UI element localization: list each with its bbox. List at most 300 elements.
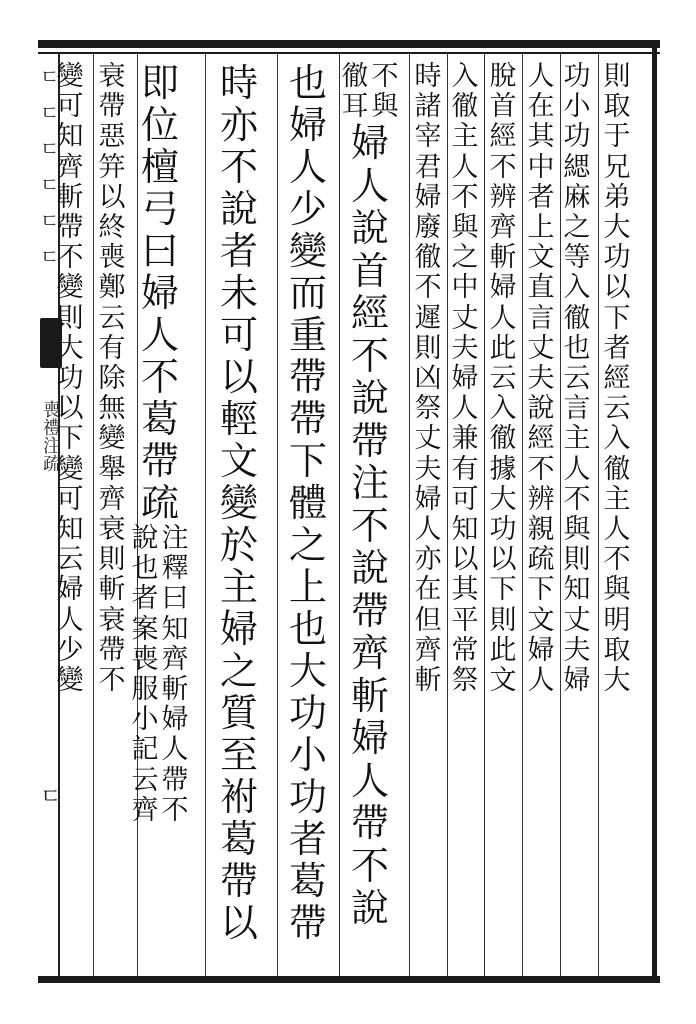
glyph: 以 [56, 393, 84, 425]
glyph: 帶 [288, 355, 327, 399]
glyph: 辨 [527, 483, 555, 515]
column-divider [484, 54, 485, 976]
glyph: 之 [219, 649, 258, 693]
margin-fragment: ㄷ [40, 209, 60, 233]
glyph: 帶 [350, 801, 389, 846]
glyph: 婦 [219, 607, 258, 651]
glyph: 丈 [527, 332, 555, 364]
glyph: 變 [56, 665, 84, 697]
glyph: 與 [371, 91, 399, 123]
glyph: 云 [98, 302, 126, 334]
glyph: 有 [98, 332, 126, 364]
glyph: 帶 [161, 764, 189, 796]
glyph: 斬 [56, 181, 84, 213]
glyph: 人 [451, 393, 479, 425]
glyph: 斬 [414, 665, 442, 697]
glyph: 經 [489, 121, 517, 153]
glyph: 君 [414, 151, 442, 183]
glyph: 說 [219, 187, 258, 231]
glyph: 也 [288, 61, 327, 105]
glyph: 注 [161, 523, 189, 554]
glyph: 人 [603, 514, 631, 546]
glyph: 者 [603, 332, 631, 364]
glyph: 齊 [414, 634, 442, 666]
glyph: 大 [603, 212, 631, 244]
glyph: 齊 [98, 483, 126, 515]
margin-fragment: ㄷ [40, 137, 60, 161]
glyph: 主 [451, 121, 479, 153]
glyph: 時 [414, 61, 442, 92]
column-divider [598, 54, 599, 976]
commentary-subcolumn [161, 524, 189, 826]
glyph: 人 [527, 61, 555, 92]
glyph: 人 [414, 514, 442, 546]
glyph: 知 [563, 574, 591, 606]
glyph: 徹 [489, 423, 517, 455]
glyph: 諸 [414, 91, 442, 123]
glyph: 不 [414, 272, 442, 304]
glyph: 小 [131, 704, 159, 736]
margin-bottom-mark: ㄷ [40, 785, 62, 810]
glyph: 變 [56, 61, 84, 92]
glyph: 不 [371, 61, 399, 92]
commentary-column [413, 62, 443, 967]
glyph: 與 [451, 212, 479, 244]
glyph: 笄 [98, 151, 126, 183]
commentary-column [526, 62, 556, 967]
glyph: 脫 [489, 61, 517, 92]
glyph: 變 [288, 229, 327, 273]
glyph: 婦 [451, 363, 479, 395]
glyph: 丈 [414, 423, 442, 455]
glyph: 於 [219, 523, 258, 567]
glyph: 有 [451, 453, 479, 485]
column-divider [560, 54, 561, 976]
glyph: 質 [219, 691, 258, 735]
column-divider [522, 54, 523, 976]
glyph: 未 [219, 271, 258, 315]
main-text-run [351, 122, 389, 930]
glyph: 首 [350, 248, 389, 293]
glyph: 祭 [451, 665, 479, 697]
glyph: 云 [563, 363, 591, 395]
column-divider [93, 54, 94, 976]
glyph: 平 [451, 604, 479, 636]
glyph: 帶 [219, 859, 258, 903]
margin-fragment: ㄷ [40, 101, 60, 125]
glyph: 凶 [414, 363, 442, 395]
glyph: 功 [563, 121, 591, 153]
glyph: 帶 [288, 901, 327, 945]
glyph: 亦 [219, 103, 258, 147]
glyph: 婦 [161, 704, 189, 736]
glyph: 入 [489, 393, 517, 425]
glyph: 可 [451, 483, 479, 515]
glyph: 不 [603, 544, 631, 576]
glyph: 婦 [414, 483, 442, 515]
glyph: 可 [56, 91, 84, 123]
margin-fragment: ㄷ [40, 65, 60, 89]
glyph: 祭 [414, 393, 442, 425]
glyph: 以 [219, 355, 258, 399]
glyph: 則 [603, 61, 631, 92]
glyph: 與 [563, 514, 591, 546]
glyph: 人 [489, 302, 517, 334]
glyph: 中 [527, 151, 555, 183]
glyph: 以 [451, 544, 479, 576]
glyph: 曰 [140, 229, 179, 273]
glyph: 宰 [414, 121, 442, 153]
glyph: 婦 [288, 103, 327, 147]
glyph: 即 [140, 61, 179, 105]
glyph: 人 [56, 604, 84, 636]
glyph: 不 [161, 794, 189, 826]
glyph: 時 [219, 61, 258, 105]
glyph: 葛 [140, 397, 179, 441]
glyph: 帶 [350, 418, 389, 463]
glyph: 上 [527, 212, 555, 244]
glyph: 辨 [489, 181, 517, 213]
glyph: 帶 [98, 634, 126, 666]
glyph: 文 [489, 665, 517, 697]
glyph: 帶 [140, 439, 179, 483]
glyph: 廢 [414, 212, 442, 244]
glyph: 入 [603, 423, 631, 455]
glyph: 言 [563, 393, 591, 425]
glyph: 則 [489, 604, 517, 636]
glyph: 婦 [527, 634, 555, 666]
glyph: 大 [56, 332, 84, 364]
glyph: 鄭 [98, 272, 126, 304]
glyph: 功 [563, 61, 591, 92]
glyph: 曰 [161, 583, 189, 615]
glyph: 之 [451, 242, 479, 274]
glyph: 疏 [140, 481, 179, 525]
glyph: 帶 [350, 588, 389, 633]
main-text-column [286, 62, 330, 967]
glyph: 變 [219, 481, 258, 525]
commentary-column [97, 62, 127, 967]
glyph: 也 [288, 607, 327, 651]
glyph: 不 [563, 483, 591, 515]
glyph: 下 [603, 302, 631, 334]
glyph: 夫 [451, 332, 479, 364]
glyph: 衰 [98, 61, 126, 92]
glyph: 等 [563, 242, 591, 274]
glyph: 也 [131, 553, 159, 585]
glyph: 不 [350, 843, 389, 888]
glyph: 首 [489, 91, 517, 123]
glyph: 經 [350, 291, 389, 336]
glyph: 下 [527, 574, 555, 606]
commentary-subcolumn [341, 62, 369, 122]
glyph: 注 [350, 461, 389, 506]
glyph: 經 [603, 363, 631, 395]
glyph: 位 [140, 103, 179, 147]
glyph: 不 [56, 242, 84, 274]
glyph: 小 [563, 91, 591, 123]
column-divider [447, 54, 448, 976]
glyph: 人 [288, 145, 327, 189]
glyph: 徹 [451, 91, 479, 123]
glyph: 徹 [603, 453, 631, 485]
glyph: 無 [98, 393, 126, 425]
glyph: 葛 [288, 859, 327, 903]
glyph: 主 [603, 483, 631, 515]
glyph: 喪 [131, 643, 159, 675]
glyph: 婦 [489, 272, 517, 304]
glyph: 主 [563, 423, 591, 455]
glyph: 則 [563, 544, 591, 576]
glyph: 夫 [527, 363, 555, 395]
bottom-border-rule [38, 976, 660, 983]
glyph: 不 [98, 665, 126, 697]
glyph: 功 [288, 775, 327, 819]
glyph: 說 [350, 546, 389, 591]
glyph: 者 [219, 229, 258, 273]
glyph: 弓 [140, 187, 179, 231]
glyph: 但 [414, 604, 442, 636]
glyph: 變 [56, 453, 84, 485]
glyph: 葛 [219, 817, 258, 861]
glyph: 小 [288, 733, 327, 777]
glyph: 惡 [98, 121, 126, 153]
glyph: 以 [489, 544, 517, 576]
glyph: 言 [527, 302, 555, 334]
glyph: 少 [56, 634, 84, 666]
glyph: 體 [288, 481, 327, 525]
glyph: 輕 [219, 397, 258, 441]
glyph: 人 [527, 665, 555, 697]
glyph: 終 [98, 212, 126, 244]
glyph: 知 [161, 613, 189, 645]
glyph: 人 [140, 313, 179, 357]
glyph: 者 [131, 583, 159, 615]
glyph: 據 [489, 453, 517, 485]
glyph: 入 [563, 272, 591, 304]
glyph: 人 [350, 163, 389, 208]
glyph: 于 [603, 121, 631, 153]
glyph: 丈 [563, 604, 591, 636]
glyph: 麻 [563, 181, 591, 213]
glyph: 入 [451, 61, 479, 92]
glyph: 帶 [98, 91, 126, 123]
glyph: 齊 [350, 631, 389, 676]
glyph: 喪 [98, 242, 126, 274]
glyph: 衰 [98, 514, 126, 546]
glyph: 婦 [350, 716, 389, 761]
glyph: 弟 [603, 181, 631, 213]
glyph: 文 [527, 604, 555, 636]
glyph: 可 [219, 313, 258, 357]
glyph: 不 [219, 145, 258, 189]
commentary-column [488, 62, 518, 967]
glyph: 云 [603, 393, 631, 425]
mixed-column [130, 62, 190, 826]
glyph: 主 [219, 565, 258, 609]
glyph: 徹 [341, 61, 369, 92]
glyph: 功 [603, 242, 631, 274]
column-divider [277, 54, 278, 976]
glyph: 婦 [140, 271, 179, 315]
glyph: 此 [489, 634, 517, 666]
glyph: 婦 [56, 574, 84, 606]
glyph: 親 [527, 514, 555, 546]
glyph: 婦 [563, 665, 591, 697]
glyph: 以 [219, 901, 258, 945]
glyph: 齊 [56, 151, 84, 183]
glyph: 在 [527, 91, 555, 123]
glyph: 大 [489, 483, 517, 515]
glyph: 功 [56, 363, 84, 395]
glyph: 亦 [414, 544, 442, 576]
glyph: 人 [161, 734, 189, 766]
glyph: 檀 [140, 145, 179, 189]
glyph: 不 [140, 355, 179, 399]
commentary-column [55, 62, 85, 967]
glyph: 重 [288, 313, 327, 357]
glyph: 人 [350, 758, 389, 803]
glyph: 而 [288, 271, 327, 315]
glyph: 則 [414, 332, 442, 364]
glyph: 齊 [131, 794, 159, 826]
glyph: 衰 [98, 604, 126, 636]
glyph: 文 [219, 439, 258, 483]
glyph: 說 [350, 206, 389, 251]
glyph: 袝 [219, 775, 258, 819]
glyph: 云 [56, 544, 84, 576]
margin-title: 喪禮注疏 [40, 400, 61, 472]
glyph: 兼 [451, 423, 479, 455]
glyph: 丈 [451, 302, 479, 334]
glyph: 不 [350, 333, 389, 378]
glyph: 下 [489, 574, 517, 606]
glyph: 下 [288, 439, 327, 483]
commentary-subcolumn [131, 524, 159, 826]
glyph: 此 [489, 332, 517, 364]
glyph: 知 [56, 514, 84, 546]
glyph: 不 [489, 151, 517, 183]
glyph: 云 [489, 363, 517, 395]
glyph: 之 [563, 212, 591, 244]
glyph: 兄 [603, 151, 631, 183]
glyph: 疏 [527, 544, 555, 576]
glyph: 說 [527, 393, 555, 425]
glyph: 中 [451, 272, 479, 304]
glyph: 其 [451, 574, 479, 606]
glyph: 夫 [414, 453, 442, 485]
glyph: 變 [56, 272, 84, 304]
glyph: 常 [451, 634, 479, 666]
glyph: 不 [350, 503, 389, 548]
glyph: 人 [451, 151, 479, 183]
glyph: 舉 [98, 453, 126, 485]
glyph: 說 [350, 886, 389, 931]
glyph: 人 [563, 453, 591, 485]
margin-fragment: ㄷ [40, 173, 60, 197]
glyph: 斬 [350, 673, 389, 718]
column-divider [409, 54, 410, 976]
main-text-column [217, 62, 261, 967]
glyph: 直 [527, 272, 555, 304]
glyph: 則 [56, 302, 84, 334]
glyph: 斬 [161, 674, 189, 706]
margin-fragment: ㄷ [40, 245, 60, 269]
glyph: 服 [131, 674, 159, 706]
glyph: 耳 [341, 91, 369, 123]
glyph: 知 [451, 514, 479, 546]
mixed-column [340, 62, 400, 930]
top-inner-rule [38, 52, 660, 54]
glyph: 也 [563, 332, 591, 364]
glyph: 說 [350, 376, 389, 421]
column-divider [205, 54, 206, 976]
glyph: 上 [288, 565, 327, 609]
glyph: 變 [98, 423, 126, 455]
glyph: 之 [288, 523, 327, 567]
glyph: 少 [288, 187, 327, 231]
glyph: 除 [98, 363, 126, 395]
top-border-rule [38, 40, 660, 48]
glyph: 取 [603, 634, 631, 666]
glyph: 記 [131, 734, 159, 766]
glyph: 在 [414, 574, 442, 606]
right-border-rule [652, 40, 657, 983]
glyph: 齊 [161, 643, 189, 675]
glyph: 釋 [161, 553, 189, 585]
glyph: 大 [288, 649, 327, 693]
glyph: 者 [527, 181, 555, 213]
glyph: 功 [288, 691, 327, 735]
glyph: 取 [603, 91, 631, 123]
commentary-column [562, 62, 592, 967]
glyph: 帶 [56, 212, 84, 244]
glyph: 以 [98, 181, 126, 213]
glyph: 可 [56, 483, 84, 515]
main-text-run [141, 62, 179, 524]
glyph: 婦 [350, 121, 389, 166]
glyph: 遲 [414, 302, 442, 334]
glyph: 不 [451, 181, 479, 213]
glyph: 文 [527, 242, 555, 274]
glyph: 經 [527, 423, 555, 455]
glyph: 徹 [563, 302, 591, 334]
glyph: 婦 [414, 181, 442, 213]
glyph: 者 [288, 817, 327, 861]
glyph: 帶 [288, 397, 327, 441]
glyph: 云 [131, 764, 159, 796]
glyph: 知 [56, 121, 84, 153]
glyph: 明 [603, 604, 631, 636]
glyph: 其 [527, 121, 555, 153]
glyph: 下 [56, 423, 84, 455]
glyph: 斬 [98, 574, 126, 606]
commentary-column [602, 62, 632, 967]
glyph: 大 [603, 665, 631, 697]
glyph: 功 [489, 514, 517, 546]
glyph: 以 [603, 272, 631, 304]
commentary-column [450, 62, 480, 967]
glyph: 則 [98, 544, 126, 576]
glyph: 至 [219, 733, 258, 777]
glyph: 夫 [563, 634, 591, 666]
glyph: 徹 [414, 242, 442, 274]
glyph: 齊 [489, 212, 517, 244]
glyph: 斬 [489, 242, 517, 274]
glyph: 與 [603, 574, 631, 606]
glyph: 案 [131, 613, 159, 645]
commentary-subcolumn [371, 62, 399, 122]
